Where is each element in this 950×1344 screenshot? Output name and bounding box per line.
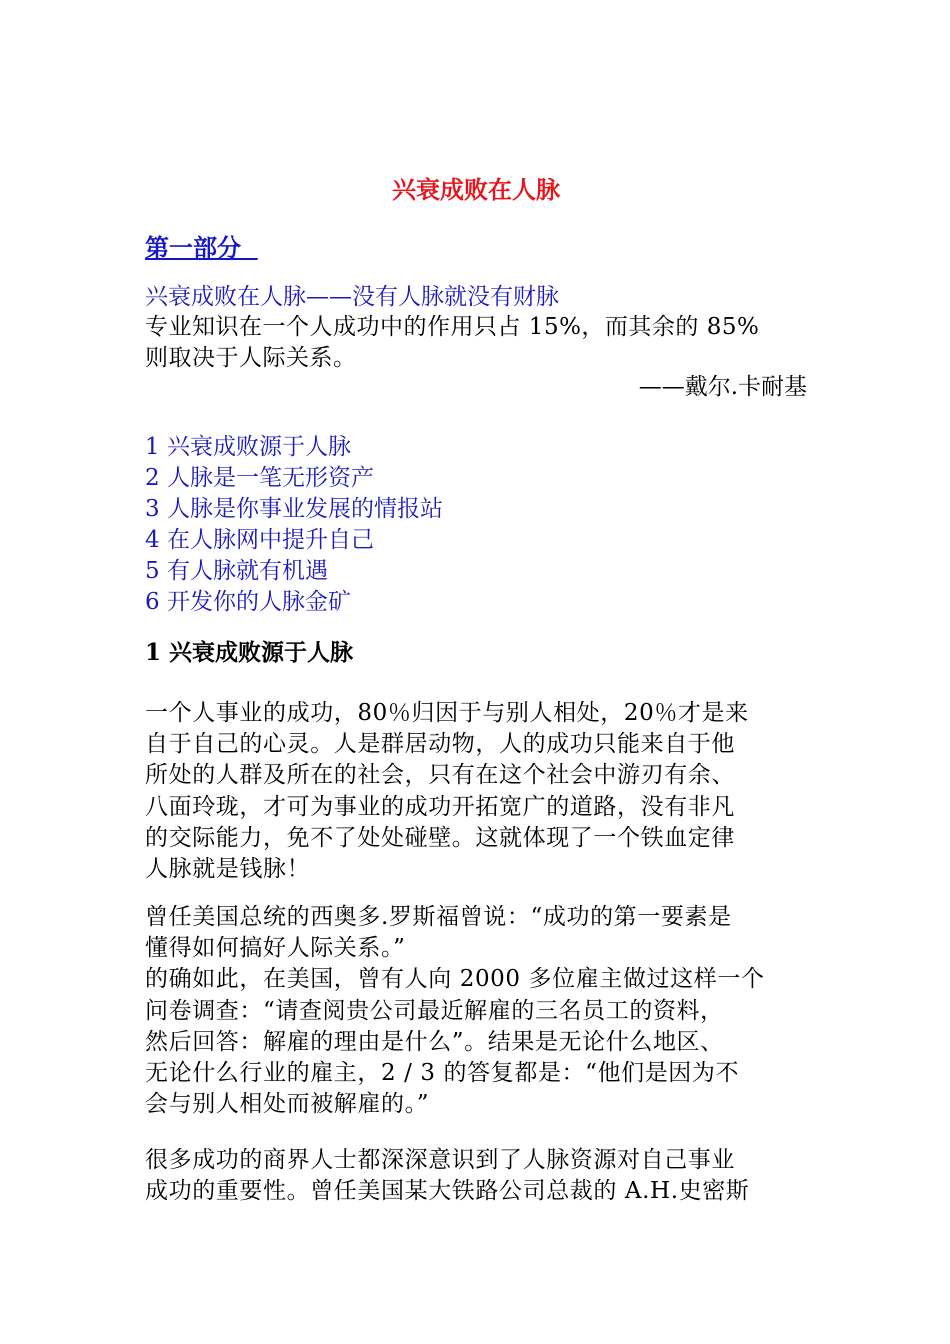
toc-item[interactable]: 2 人脉是一笔无形资产 [145, 465, 374, 491]
paragraph-line: 曾任美国总统的西奥多.罗斯福曾说：“成功的第一要素是 [145, 904, 732, 930]
paragraph-line: 问卷调查：“请查阅贵公司最近解雇的三名员工的资料， [145, 997, 724, 1024]
paragraph-line: 会与别人相处而被解雇的。” [145, 1091, 430, 1118]
quote-attribution: ——戴尔.卡耐基 [638, 374, 807, 400]
paragraph-line: 一个人事业的成功，80％归因于与别人相处，20％才是来 [145, 700, 749, 726]
body-paragraph [145, 902, 807, 1120]
paragraph-line: 很多成功的商界人士都深深意识到了人脉资源对自己事业 [145, 1147, 735, 1173]
paragraph-line: 的确如此，在美国，曾有人向 2000 多位雇主做过这样一个 [145, 966, 765, 993]
paragraph-line: 成功的重要性。曾任美国某大铁路公司总裁的 A.H.史密斯 [145, 1178, 750, 1205]
quote-line: 则取决于人际关系。 [145, 345, 357, 371]
toc-item[interactable]: 6 开发你的人脉金矿 [145, 589, 351, 615]
body-paragraph [145, 1145, 807, 1207]
paragraph-line: 无论什么行业的雇主，2 / 3 的答复都是：“他们是因为不 [145, 1060, 740, 1087]
body-paragraph [145, 698, 807, 885]
paragraph-line: 懂得如何搞好人际关系。” [145, 935, 406, 962]
quote-line: 专业知识在一个人成功中的作用只占 15%，而其余的 85% [145, 314, 760, 340]
toc-item[interactable]: 1 兴衰成败源于人脉 [145, 434, 351, 460]
toc-item[interactable]: 3 人脉是你事业发展的情报站 [145, 496, 443, 522]
paragraph-line: 所处的人群及所在的社会，只有在这个社会中游刃有余、 [145, 762, 735, 789]
toc-item[interactable]: 4 在人脉网中提升自己 [145, 527, 374, 553]
part-subtitle: 兴衰成败在人脉——没有人脉就没有财脉 [145, 284, 559, 310]
paragraph-line: 八面玲珑，才可为事业的成功开拓宽广的道路，没有非凡 [145, 793, 735, 820]
epigraph-quote [145, 312, 807, 374]
toc-item[interactable]: 5 有人脉就有机遇 [145, 558, 328, 584]
document-title: 兴衰成败在人脉 [392, 175, 560, 204]
section-heading: 1 兴衰成败源于人脉 [145, 639, 354, 666]
paragraph-line: 的交际能力，免不了处处碰壁。这就体现了一个铁血定律 [145, 824, 735, 851]
part-heading[interactable]: 第一部分 [145, 233, 258, 262]
table-of-contents [145, 432, 443, 618]
paragraph-line: 然后回答：解雇的理由是什么”。结果是无论什么地区、 [145, 1028, 724, 1055]
paragraph-line: 人脉就是钱脉！ [145, 856, 311, 883]
paragraph-line: 自于自己的心灵。人是群居动物，人的成功只能来自于他 [145, 731, 735, 758]
